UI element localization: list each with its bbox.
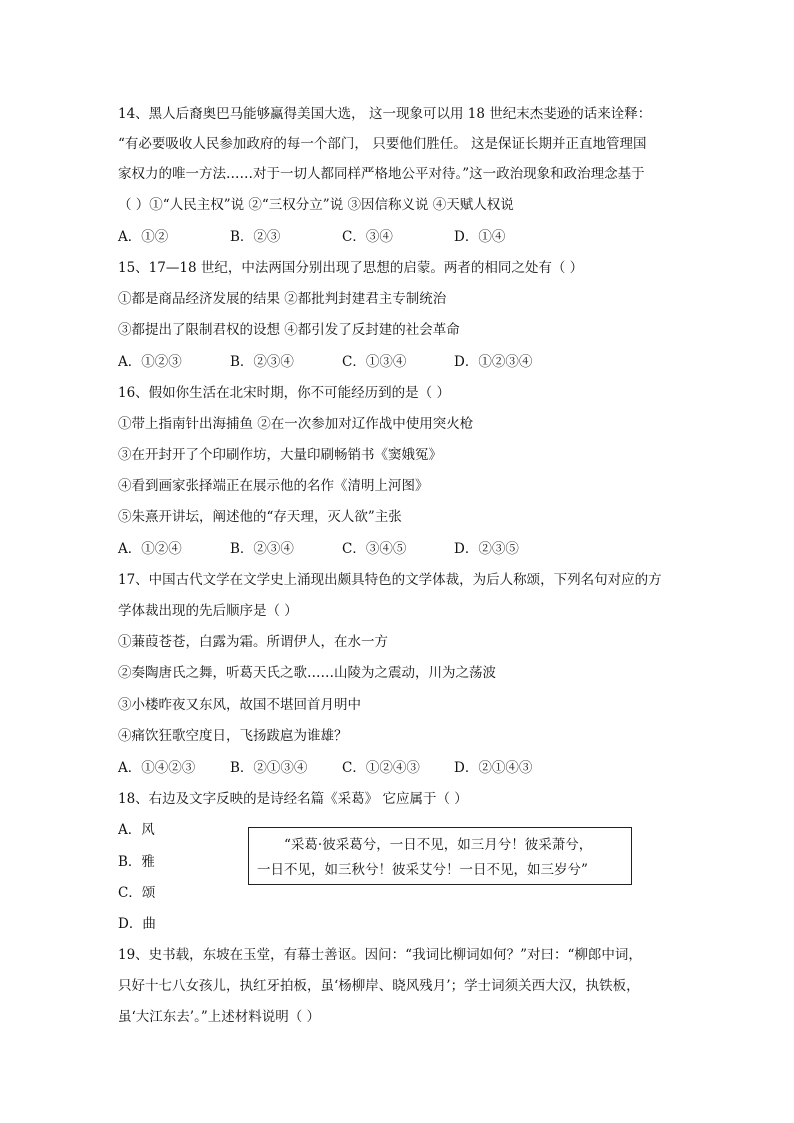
q14-line-4: （ ）①“人民主权”说 ②“三权分立”说 ③因信称义说 ④天赋人权说 [118, 197, 514, 213]
q18-option-b: B．雅 [118, 854, 155, 870]
q15-option-c: C．①③④ [342, 354, 407, 370]
q15-line-3: ③都提出了限制君权的设想 ④都引发了反封建的社会革命 [118, 322, 460, 338]
q16-option-d: D．②③⑤ [454, 541, 519, 557]
q15-line-1: 15、17—18 世纪，中法两国分别出现了思想的启蒙。两者的相同之处有（ ） [118, 260, 584, 276]
q17-option-d: D．②①④③ [454, 760, 533, 776]
q16-line-1: 16、假如你生活在北宋时期，你不可能经历到的是（ ） [118, 385, 450, 401]
q16-option-a: A．①②④ [118, 541, 182, 557]
q14-line-2: “有必要吸收人民参加政府的每一个部门， 只要他们胜任。 这是保证长期并正直地管理国 [118, 136, 647, 152]
q18-option-c: C．颂 [118, 885, 156, 901]
q15-option-d: D．①②③④ [454, 354, 533, 370]
q17-option-c: C．①②④③ [342, 760, 420, 776]
q14-option-a: A．①② [118, 229, 169, 245]
q17-line-4: ②奏陶唐氏之舞，听葛天氏之歌……山陵为之震动，川为之荡波 [118, 665, 496, 681]
q18-line-1: 18、右边及文字反映的是诗经名篇《采葛》 它应属于（ ） [118, 791, 468, 807]
q18-quote-line-2: 一日不见，如三秋兮！彼采艾兮！一日不见，如三岁兮” [257, 862, 588, 878]
q18-option-d: D．曲 [118, 916, 156, 932]
q19-line-1: 19、史书载，东坡在玉堂，有幕士善讴。因问：“我词比柳词如何？”对曰：“柳郎中词， [118, 947, 642, 963]
q17-line-3: ①蒹葭苍苍，白露为霜。所谓伊人，在水一方 [118, 634, 388, 650]
q14-option-b: B．②③ [230, 229, 281, 245]
q15-option-b: B．②③④ [230, 354, 294, 370]
q18-quote-line-1: “采葛·彼采葛兮，一日不见，如三月兮！彼采萧兮， [284, 837, 593, 853]
q17-line-1: 17、中国古代文学在文学史上涌现出颇具特色的文学体裁，为后人称颂，下列名句对应的方 [118, 572, 662, 588]
q18-option-a: A．风 [118, 822, 155, 838]
q16-line-3: ③在开封开了个印刷作坊，大量印刷畅销书《窦娥冤》 [118, 447, 442, 463]
q14-line-3: 家权力的唯一方法……对于一切人都同样严格地公平对待。”这一政治现象和政治理念基于 [118, 166, 645, 182]
q16-option-c: C．③④⑤ [342, 541, 407, 557]
q17-line-6: ④痛饮狂歌空度日，飞扬跋扈为谁雄？ [118, 728, 348, 744]
q17-line-5: ③小楼昨夜又东风，故国不堪回首月明中 [118, 697, 361, 713]
q19-line-2: 只好十七八女孩儿，执红牙拍板，虽‘杨柳岸、晓风残月’；学士词须关西大汉，执铁板， [118, 978, 640, 994]
q17-option-b: B．②①③④ [230, 760, 308, 776]
q17-option-a: A．①④②③ [118, 760, 196, 776]
q15-option-a: A．①②③ [118, 354, 182, 370]
q14-option-d: D．①④ [454, 229, 506, 245]
q17-line-2: 学体裁出现的先后顺序是（ ） [118, 603, 298, 619]
q16-line-5: ⑤朱熹开讲坛，阐述他的“存天理，灭人欲”主张 [118, 509, 402, 525]
q16-option-b: B．②③④ [230, 541, 294, 557]
q14-line-1: 14、黑人后裔奥巴马能够赢得美国大选， 这一现象可以用 18 世纪末杰斐逊的话来诠释： [118, 106, 652, 122]
q16-line-2: ①带上指南针出海捕鱼 ②在一次参加对辽作战中使用突火枪 [118, 416, 474, 432]
q15-line-2: ①都是商品经济发展的结果 ②都批判封建君主专制统治 [118, 291, 447, 307]
q18-quote-box [248, 827, 632, 885]
q14-option-c: C．③④ [342, 229, 393, 245]
q19-line-3: 虽‘大江东去’。”上述材料说明（ ） [118, 1009, 321, 1025]
q16-line-4: ④看到画家张择端正在展示他的名作《清明上河图》 [118, 478, 429, 494]
